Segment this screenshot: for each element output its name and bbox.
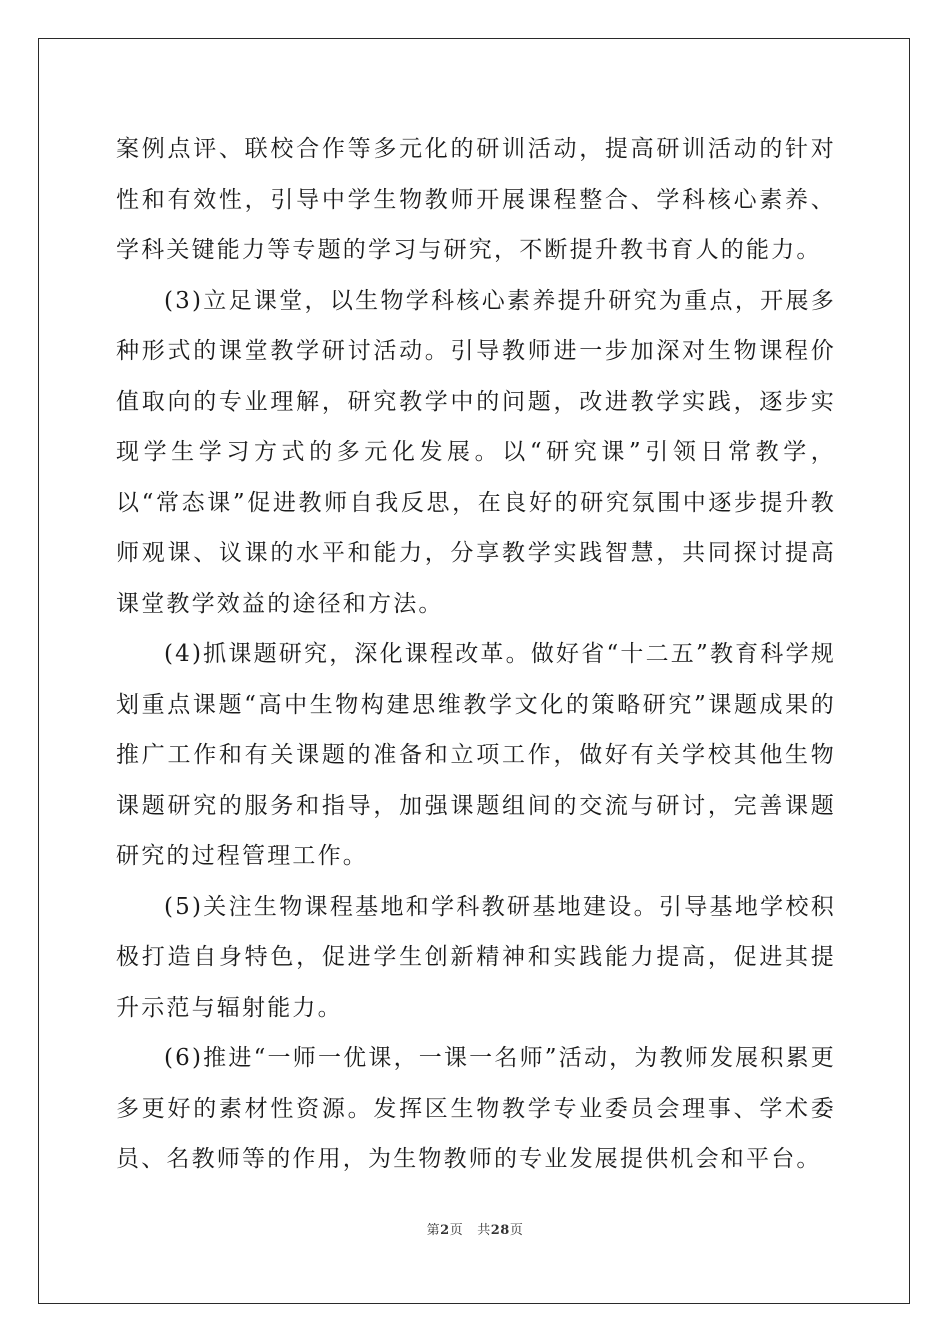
page-prefix: 第 — [426, 1223, 441, 1238]
paragraph-item-5: (5)关注生物课程基地和学科教研基地建设。引导基地学校积极打造自身特色，促进学生创新精神和实践能力提高，促进其提升示范与辐射能力。 — [116, 893, 836, 1021]
page-number: 2 — [440, 1223, 450, 1238]
paragraph-item-6: (6)推进“一师一优课，一课一名师”活动，为教师发展积累更多更好的素材性资源。发挥区生物教学专业委员会理事、学术委员、名教师等的作用，为生物教师的专业发展提供机会和平台。 — [116, 1045, 836, 1172]
total-prefix: 共 — [477, 1223, 491, 1238]
page-footer — [0, 1219, 950, 1238]
paragraph-item-3: (3)立足课堂，以生物学科核心素养提升研究为重点，开展多种形式的课堂教学研讨活动。引导教师进一步加深对生物课程价值取向的专业理解，研究教学中的问题，改进教学实践，逐步实现学生学习方式的多元化发展。以“研究课”引领日常教学，以“常态课”促进教师自我反思，在良好的研究氛围中逐步提升教师观课、议课的水平和能力，分享教学实践智慧，共同探讨提高课堂教学效益的途径和方法。 — [116, 287, 836, 617]
paragraph-continued: 案例点评、联校合作等多元化的研训活动，提高研训活动的针对性和有效性，引导中学生物教师开展课程整合、学科核心素养、学科关键能力等专题的学习与研究，不断提升教书育人的能力。 — [116, 136, 836, 263]
paragraph-item-4: (4)抓课题研究，深化课程改革。做好省“十二五”教育科学规划重点课题“高中生物构建思维教学文化的策略研究”课题成果的推广工作和有关课题的准备和立项工作，做好有关学校其他生物课题研究的服务和指导，加强课题组间的交流与研讨，完善课题研究的过程管理工作。 — [116, 641, 836, 869]
total-suffix: 页 — [509, 1223, 524, 1238]
page-suffix: 页 — [449, 1223, 464, 1238]
document-body — [116, 124, 836, 1185]
total-pages: 28 — [490, 1223, 510, 1238]
